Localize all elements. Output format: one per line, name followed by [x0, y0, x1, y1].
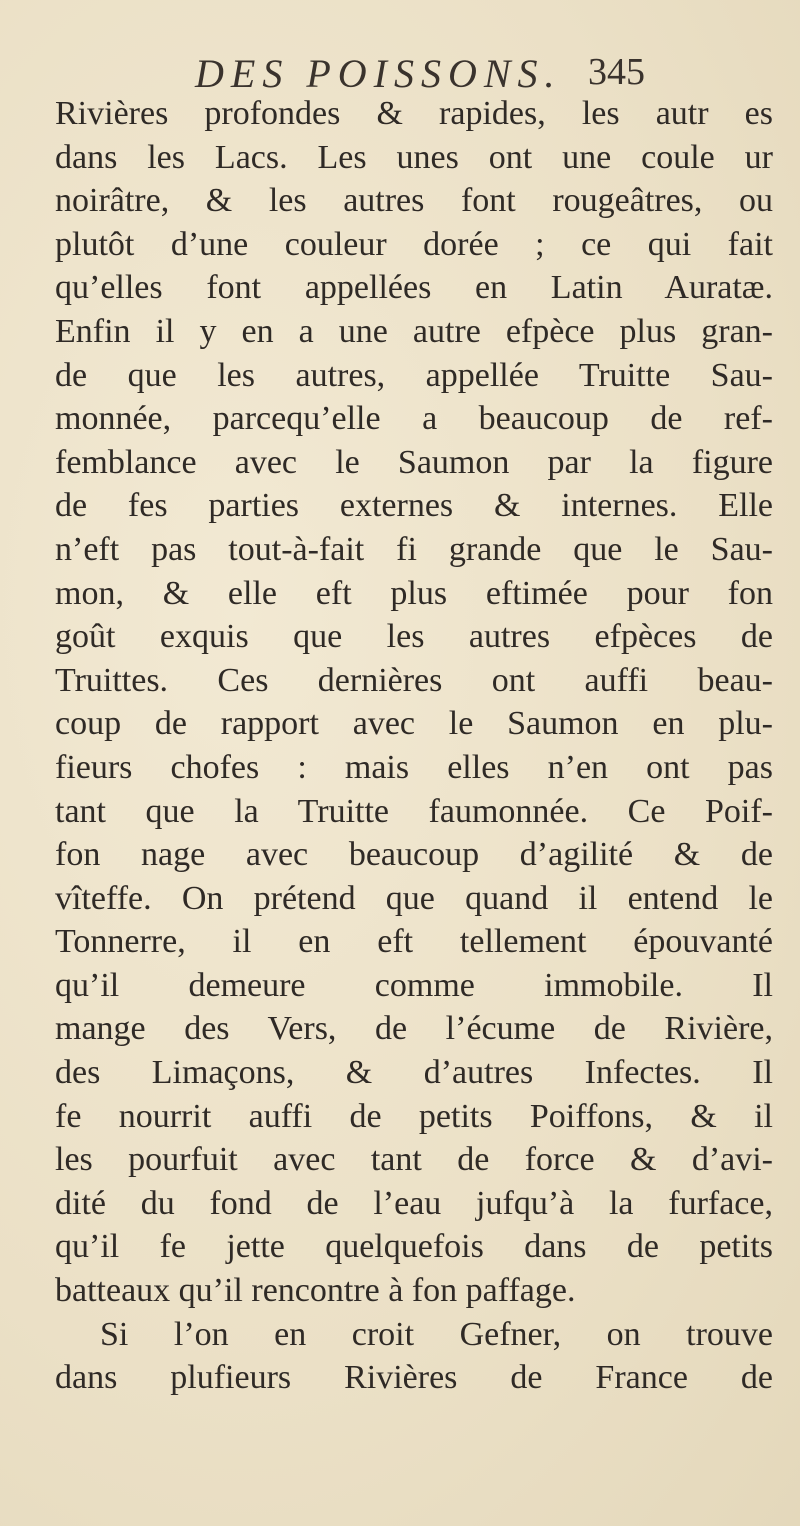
- text-line: qu’elles font appellées en Latin Auratæ.: [55, 269, 773, 307]
- text-line: Tonnerre, il en eft tellement épouvanté: [55, 923, 773, 961]
- text-line: femblance avec le Saumon par la figure: [55, 443, 773, 481]
- text-line: les pourfuit avec tant de force & d’avi-: [55, 1141, 773, 1179]
- text-line: Rivières profondes & rapides, les autr es: [55, 95, 773, 132]
- text-line: coup de rapport avec le Saumon en plu-: [55, 705, 773, 743]
- text-line: qu’il fe jette quelquefois dans de petits: [55, 1228, 773, 1266]
- text-line: mange des Vers, de l’écume de Rivière,: [55, 1010, 773, 1048]
- text-line: de fes parties externes & internes. Elle: [55, 487, 773, 525]
- page-number: 345: [588, 51, 645, 93]
- text-line: vîteffe. On prétend que quand il entend le: [55, 879, 773, 917]
- text-line: tant que la Truitte faumonnée. Ce Poif-: [55, 792, 773, 830]
- text-line: dans plufieurs Rivières de France de: [55, 1359, 773, 1397]
- text-line: Si l’on en croit Gefner, on trouve: [100, 1315, 773, 1353]
- text-line: de que les autres, appellée Truitte Sau-: [55, 356, 773, 394]
- text-line: mon, & elle eft plus eftimée pour fon: [55, 574, 773, 612]
- text-line: noirâtre, & les autres font rougeâtres, ou: [55, 182, 773, 220]
- page-header: [0, 30, 800, 96]
- text-line: Truittes. Ces dernières ont auffi beau-: [55, 661, 773, 699]
- text-line: des Limaçons, & d’autres Infectes. Il: [55, 1054, 773, 1092]
- text-line: fieurs chofes : mais elles n’en ont pas: [55, 748, 773, 786]
- text-line: Enfin il y en a une autre efpèce plus gran-: [55, 312, 773, 350]
- text-line: monnée, parcequ’elle a beaucoup de ref-: [55, 400, 773, 438]
- text-line: fon nage avec beaucoup d’agilité & de: [55, 836, 773, 874]
- text-line: dité du fond de l’eau jufqu’à la furface,: [55, 1184, 773, 1222]
- text-line: plutôt d’une couleur dorée ; ce qui fait: [55, 225, 773, 263]
- text-line: goût exquis que les autres efpèces de: [55, 618, 773, 656]
- text-line: qu’il demeure comme immobile. Il: [55, 966, 773, 1004]
- body-text: [55, 92, 773, 1400]
- text-line: fe nourrit auffi de petits Poiffons, & il: [55, 1097, 773, 1135]
- text-line: batteaux qu’il rencontre à fon paffage.: [55, 1272, 576, 1310]
- text-line: dans les Lacs. Les unes ont une coule ur: [55, 138, 773, 176]
- text-line: n’eft pas tout-à-fait fi grande que le Sau-: [55, 530, 773, 568]
- running-title: DES POISSONS.: [195, 51, 562, 96]
